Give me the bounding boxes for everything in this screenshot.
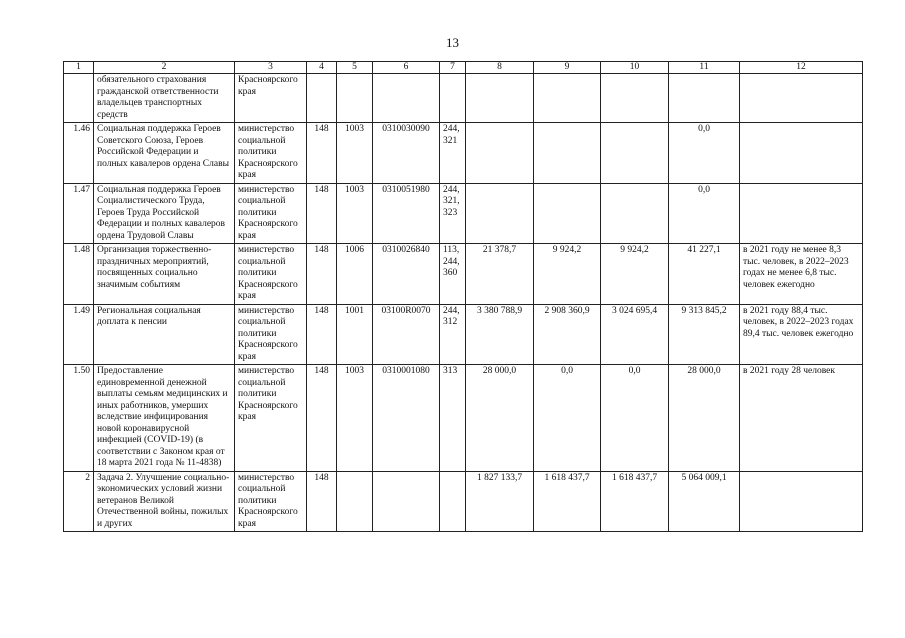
table-row [64, 183, 863, 244]
grbs-code-cell: 148 [307, 304, 337, 365]
section-code-cell: 1006 [337, 244, 373, 305]
grbs-code-cell: 148 [307, 471, 337, 532]
amount-2023-cell: 3 024 695,4 [601, 304, 669, 365]
measure-name-cell: Региональная социальная доплата к пенсии [94, 304, 235, 365]
amount-2022-cell: 0,0 [534, 365, 601, 472]
amount-2021-cell: 28 000,0 [466, 365, 534, 472]
column-header: 11 [669, 62, 740, 74]
amount-2021-cell: 1 827 133,7 [466, 471, 534, 532]
amount-2021-cell [466, 74, 534, 123]
measure-name-cell: Задача 2. Улучшение социально-экономических условий жизни ветеранов Великой Отечественной войны, пожилых и других [94, 471, 235, 532]
amount-2021-cell: 3 380 788,9 [466, 304, 534, 365]
amount-total-cell: 5 064 009,1 [669, 471, 740, 532]
expense-type-cell [440, 471, 466, 532]
expected-result-cell: в 2021 году 88,4 тыс. человек, в 2022–2023 годах 89,4 тыс. человек ежегодно [740, 304, 863, 365]
administrator-cell: министерство социальной политики Красноярского края [235, 123, 307, 184]
row-number-cell: 1.46 [64, 123, 94, 184]
target-article-cell: 0310030090 [373, 123, 440, 184]
expense-type-cell: 244, 312 [440, 304, 466, 365]
expense-type-cell [440, 74, 466, 123]
administrator-cell: министерство социальной политики Красноярского края [235, 304, 307, 365]
expected-result-cell: в 2021 году 28 человек [740, 365, 863, 472]
target-article-cell: 0310001080 [373, 365, 440, 472]
grbs-code-cell: 148 [307, 244, 337, 305]
administrator-cell: министерство социальной политики Красноярского края [235, 183, 307, 244]
amount-total-cell: 28 000,0 [669, 365, 740, 472]
column-header: 5 [337, 62, 373, 74]
expected-result-cell: в 2021 году не менее 8,3 тыс. человек, в 2022–2023 годах не менее 6,8 тыс. человек ежегодно [740, 244, 863, 305]
section-code-cell [337, 471, 373, 532]
expense-type-cell: 113, 244, 360 [440, 244, 466, 305]
amount-2022-cell: 1 618 437,7 [534, 471, 601, 532]
expected-result-cell [740, 471, 863, 532]
column-header: 1 [64, 62, 94, 74]
amount-2022-cell [534, 183, 601, 244]
row-number-cell: 2 [64, 471, 94, 532]
table-row [64, 74, 863, 123]
section-code-cell: 1003 [337, 183, 373, 244]
column-number-row [64, 62, 863, 74]
amount-2022-cell [534, 74, 601, 123]
row-number-cell: 1.50 [64, 365, 94, 472]
column-header: 10 [601, 62, 669, 74]
target-article-cell [373, 74, 440, 123]
administrator-cell: Красноярского края [235, 74, 307, 123]
measure-name-cell: Предоставление единовременной денежной выплаты семьям медицинских и иных работников, умерших вследствие инфицирования новой коронавирусной инфекцией (COVID-19) (в соответствии с Законом края от 18 марта 2021 года № 11-4838) [94, 365, 235, 472]
measure-name-cell: Социальная поддержка Героев Советского Союза, Героев Российской Федерации и полных кавалеров ордена Славы [94, 123, 235, 184]
amount-2021-cell [466, 183, 534, 244]
measure-name-cell: Социальная поддержка Героев Социалистического Труда, Героев Труда Российской Федерации и полных кавалеров ордена Трудовой Славы [94, 183, 235, 244]
amount-total-cell [669, 74, 740, 123]
program-measures-table [63, 61, 863, 532]
administrator-cell: министерство социальной политики Красноярского края [235, 471, 307, 532]
amount-total-cell: 9 313 845,2 [669, 304, 740, 365]
amount-2023-cell [601, 74, 669, 123]
column-header: 3 [235, 62, 307, 74]
row-number-cell: 1.48 [64, 244, 94, 305]
table-row [64, 244, 863, 305]
page-number: 13 [446, 35, 459, 50]
column-header: 4 [307, 62, 337, 74]
amount-2023-cell: 9 924,2 [601, 244, 669, 305]
amount-2023-cell: 1 618 437,7 [601, 471, 669, 532]
target-article-cell: 0310051980 [373, 183, 440, 244]
amount-2022-cell: 2 908 360,9 [534, 304, 601, 365]
administrator-cell: министерство социальной политики Красноярского края [235, 365, 307, 472]
grbs-code-cell [307, 74, 337, 123]
table-row [64, 304, 863, 365]
column-header: 6 [373, 62, 440, 74]
administrator-cell: министерство социальной политики Красноярского края [235, 244, 307, 305]
section-code-cell: 1001 [337, 304, 373, 365]
amount-2023-cell: 0,0 [601, 365, 669, 472]
expense-type-cell: 244, 321, 323 [440, 183, 466, 244]
column-header: 8 [466, 62, 534, 74]
expense-type-cell: 244, 321 [440, 123, 466, 184]
grbs-code-cell: 148 [307, 183, 337, 244]
amount-total-cell: 0,0 [669, 123, 740, 184]
amount-2023-cell [601, 183, 669, 244]
measure-name-cell: обязательного страхования гражданской ответственности владельцев транспортных средств [94, 74, 235, 123]
table-row [64, 365, 863, 472]
grbs-code-cell: 148 [307, 365, 337, 472]
target-article-cell [373, 471, 440, 532]
expected-result-cell [740, 123, 863, 184]
amount-2021-cell: 21 378,7 [466, 244, 534, 305]
amount-total-cell: 0,0 [669, 183, 740, 244]
amount-2023-cell [601, 123, 669, 184]
row-number-cell: 1.47 [64, 183, 94, 244]
row-number-cell [64, 74, 94, 123]
column-header: 2 [94, 62, 235, 74]
row-number-cell: 1.49 [64, 304, 94, 365]
amount-total-cell: 41 227,1 [669, 244, 740, 305]
column-header: 7 [440, 62, 466, 74]
grbs-code-cell: 148 [307, 123, 337, 184]
target-article-cell: 03100R0070 [373, 304, 440, 365]
target-article-cell: 0310026840 [373, 244, 440, 305]
section-code-cell [337, 74, 373, 123]
expected-result-cell [740, 74, 863, 123]
amount-2022-cell [534, 123, 601, 184]
section-code-cell: 1003 [337, 365, 373, 472]
expected-result-cell [740, 183, 863, 244]
measure-name-cell: Организация торжественно-праздничных мероприятий, посвященных социально значимым событиям [94, 244, 235, 305]
section-code-cell: 1003 [337, 123, 373, 184]
column-header: 12 [740, 62, 863, 74]
expense-type-cell: 313 [440, 365, 466, 472]
amount-2022-cell: 9 924,2 [534, 244, 601, 305]
table-row [64, 123, 863, 184]
column-header: 9 [534, 62, 601, 74]
amount-2021-cell [466, 123, 534, 184]
table-row [64, 471, 863, 532]
